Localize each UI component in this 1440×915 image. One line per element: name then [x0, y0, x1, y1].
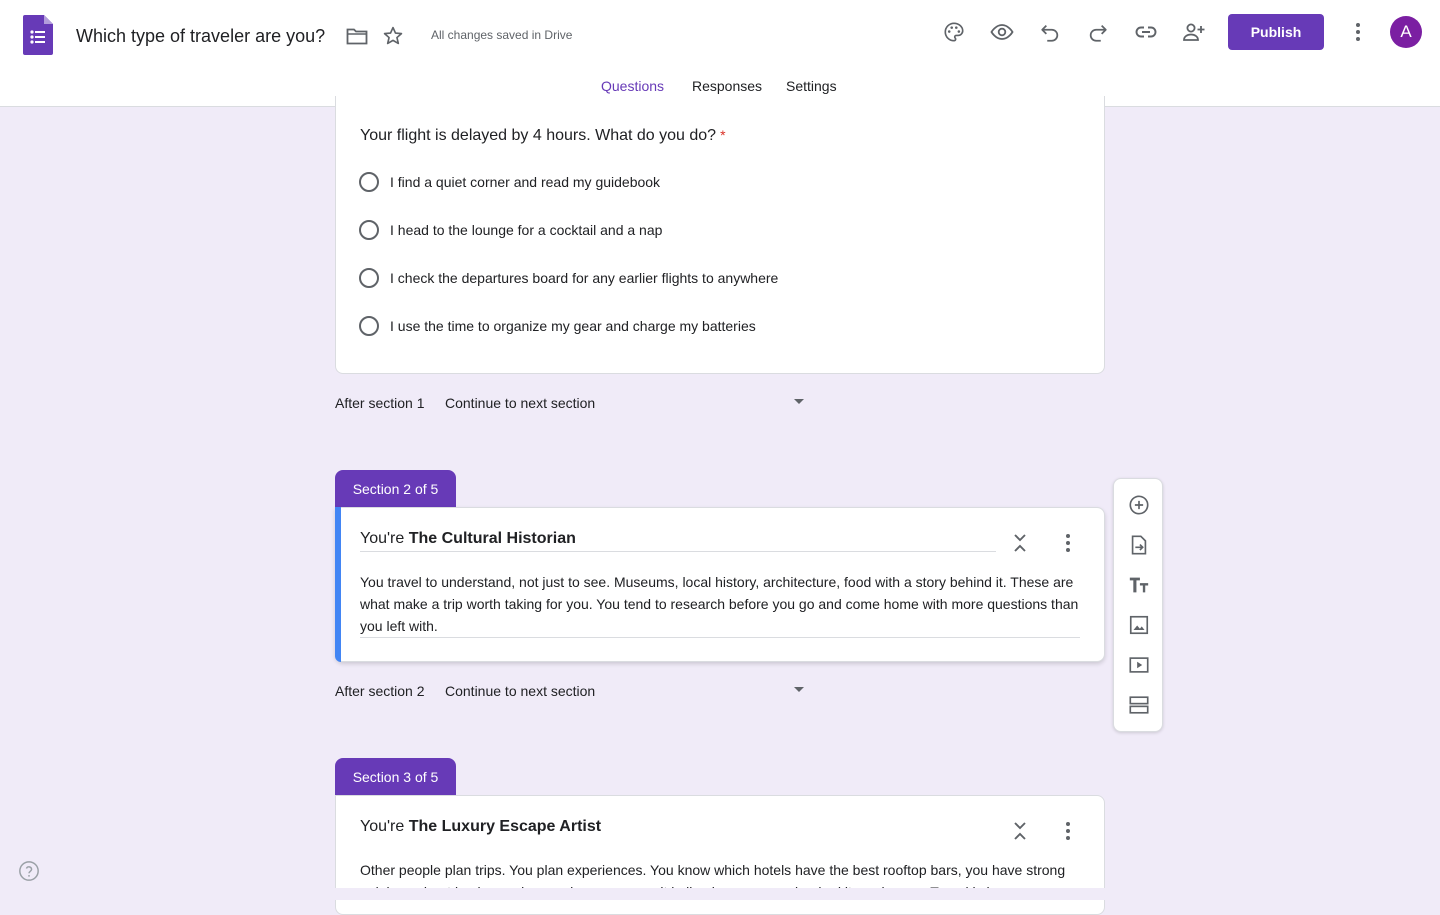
radio-option[interactable]	[359, 267, 778, 289]
active-card-indicator	[335, 507, 341, 662]
section-more-icon[interactable]	[1056, 531, 1080, 555]
section-3-tab: Section 3 of 5	[335, 758, 456, 795]
after-section-2-label: After section 2	[335, 683, 425, 699]
tab-responses[interactable]: Responses	[692, 78, 763, 94]
radio-button[interactable]	[359, 268, 379, 288]
publish-button[interactable]: Publish	[1228, 14, 1324, 50]
option-label: I head to the lounge for a cocktail and a nap	[390, 222, 663, 238]
after-section-2-dropdown[interactable]	[445, 680, 810, 704]
folder-icon[interactable]	[345, 24, 369, 48]
forms-logo-icon[interactable]	[23, 15, 53, 55]
add-collaborator-icon[interactable]	[1182, 20, 1206, 44]
palette-icon[interactable]	[942, 20, 966, 44]
section-2-title[interactable]: You're The Cultural Historian	[360, 530, 576, 547]
after-section-1-label: After section 1	[335, 395, 425, 411]
add-question-icon[interactable]	[1127, 493, 1151, 517]
viewport-bottom-band	[0, 888, 1440, 900]
collapse-section-icon[interactable]	[1008, 531, 1032, 555]
section-2-description[interactable]: You travel to understand, not just to see. Museums, local history, architecture, food with a story behind it. These are what make a trip worth taking for you. You tend to research before you go and come home with more questions than you left with.	[360, 574, 1079, 634]
add-image-icon[interactable]	[1127, 613, 1151, 637]
preview-eye-icon[interactable]	[990, 20, 1014, 44]
radio-option[interactable]	[359, 315, 756, 337]
more-options-icon[interactable]	[1346, 20, 1370, 44]
save-status: All changes saved in Drive	[431, 28, 573, 42]
question-title[interactable]: Your flight is delayed by 4 hours. What do you do? *	[360, 127, 726, 144]
radio-option[interactable]	[359, 171, 660, 193]
avatar[interactable]: A	[1390, 16, 1422, 48]
radio-option[interactable]	[359, 219, 662, 241]
floating-toolbar	[1113, 478, 1163, 732]
link-icon[interactable]	[1134, 20, 1158, 44]
import-questions-icon[interactable]	[1127, 533, 1151, 557]
add-section-icon[interactable]	[1127, 693, 1151, 717]
add-video-icon[interactable]	[1127, 653, 1151, 677]
section-3-description[interactable]: Other people plan trips. You plan experiences. You know which hotels have the best rooftop bars, you have strong	[360, 862, 1066, 878]
tab-questions[interactable]: Questions	[601, 78, 665, 94]
after-section-1-dropdown[interactable]	[445, 392, 810, 416]
top-app-bar	[0, 0, 1440, 107]
tab-settings[interactable]: Settings	[786, 78, 837, 94]
description-underline	[360, 637, 1080, 638]
radio-button[interactable]	[359, 316, 379, 336]
undo-icon[interactable]	[1038, 20, 1062, 44]
help-icon[interactable]	[18, 860, 40, 882]
radio-button[interactable]	[359, 220, 379, 240]
radio-button[interactable]	[359, 172, 379, 192]
collapse-section-icon[interactable]	[1008, 819, 1032, 843]
option-label: I check the departures board for any earlier flights to anywhere	[390, 270, 779, 286]
title-underline	[360, 551, 996, 552]
section-3-title[interactable]: You're The Luxury Escape Artist	[360, 818, 602, 835]
option-label: I find a quiet corner and read my guidebook	[390, 174, 661, 190]
redo-icon[interactable]	[1086, 20, 1110, 44]
dropdown-arrow-icon	[794, 399, 804, 404]
section-2-tab: Section 2 of 5	[335, 470, 456, 507]
required-asterisk: *	[720, 127, 726, 143]
dropdown-arrow-icon	[794, 687, 804, 692]
option-label: I use the time to organize my gear and charge my batteries	[390, 318, 756, 334]
section-more-icon[interactable]	[1056, 819, 1080, 843]
add-title-icon[interactable]	[1127, 573, 1151, 597]
form-title[interactable]: Which type of traveler are you?	[76, 26, 326, 46]
after-section-1-value: Continue to next section	[445, 395, 596, 411]
star-icon[interactable]	[381, 24, 405, 48]
after-section-2-value: Continue to next section	[445, 683, 596, 699]
